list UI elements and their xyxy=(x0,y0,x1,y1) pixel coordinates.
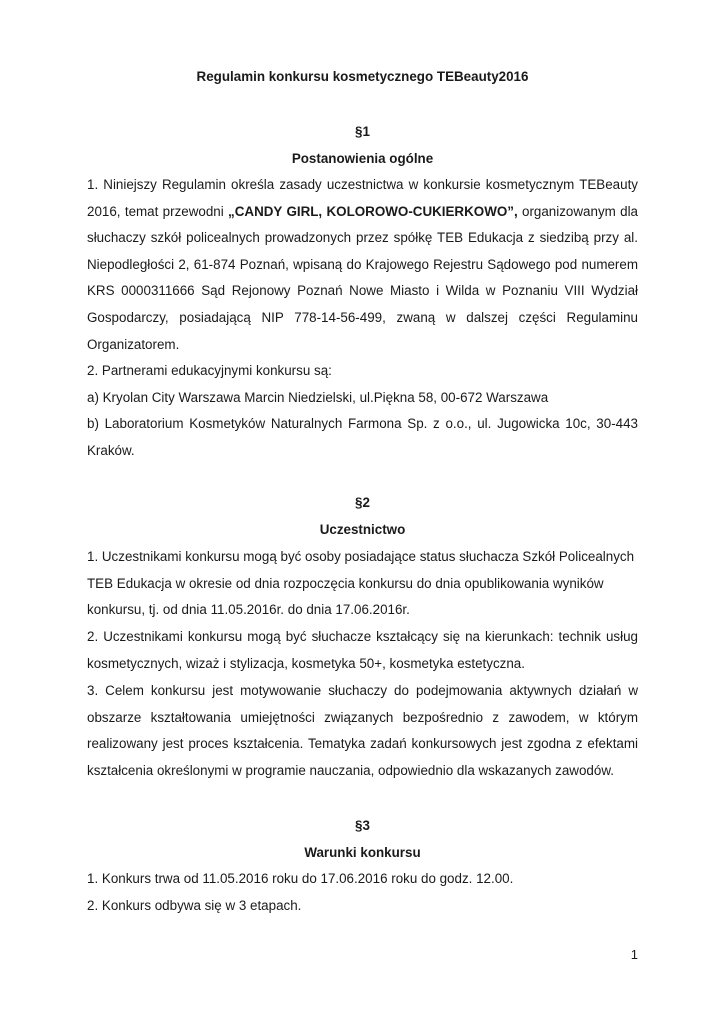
section-1-title: Postanowienia ogólne xyxy=(291,151,434,166)
section-2-paragraph-3: 3. Celem konkursu jest motywowanie słuchaczy do podejmowania aktywnych działań w obszarze kształtowania umiejętności związanych bezpośrednio z zawodem, w którym realizowany jest proces kształcenia. Tematyka zadań konkursowych jest zgodna z efektami kształcenia określonymi w programie nauczania, odpowiednio dla wskazanych zawodów. xyxy=(87,683,638,778)
section-1-paragraph-1 xyxy=(87,172,638,358)
section-1-partner-a: a) Kryolan City Warszawa Marcin Niedzielski, ul.Piękna 58, 00-672 Warszawa xyxy=(87,390,549,405)
section-3-number: §3 xyxy=(355,818,370,833)
section-2-number: §2 xyxy=(355,495,370,510)
section-2-title: Uczestnictwo xyxy=(319,522,406,537)
section-1-paragraph-1-text: 1. Niniejszy Regulamin określa zasady uczestnictwa w konkursie kosmetycznym TEBeauty 2016, temat przewodni xyxy=(87,177,638,219)
section-3-paragraph-1: 1. Konkurs trwa od 11.05.2016 roku do 17.06.2016 roku do godz. 12.00. xyxy=(87,871,514,886)
document-title: Regulamin konkursu kosmetycznego TEBeauty2016 xyxy=(196,69,529,84)
section-1-partner-b: b) Laboratorium Kosmetyków Naturalnych Farmona Sp. z o.o., ul. Jugowicka 10c, 30-443 Kraków. xyxy=(87,416,638,458)
section-1-paragraph-2: 2. Partnerami edukacyjnymi konkursu są: xyxy=(87,363,332,378)
section-2-paragraph-2: 2. Uczestnikami konkursu mogą być słuchacze kształcący się na kierunkach: technik usług kosmetycznych, wizaż i stylizacja, kosmetyka 50+, kosmetyka estetyczna. xyxy=(87,629,638,671)
section-1-theme-name: „CANDY GIRL, KOLOROWO-CUKIERKOWO”, xyxy=(228,203,518,219)
section-3-paragraph-2: 2. Konkurs odbywa się w 3 etapach. xyxy=(87,898,302,913)
section-2-paragraph-1: 1. Uczestnikami konkursu mogą być osoby posiadające status słuchacza Szkół Policealnych TEB Edukacja w okresie od dnia rozpoczęcia konkursu do dnia opublikowania wyników konkursu, tj. od dnia 11.05.2016r. do dnia 17.06.2016r. xyxy=(87,549,635,618)
section-1-paragraph-1-rest: organizowanym dla słuchaczy szkół policealnych prowadzonych przez spółkę TEB Edukacja z siedzibą przy al. Niepodległości 2, 61-874 Poznań, wpisaną do Krajowego Rejestru Sądowego pod numerem KRS 0000311666 Sąd Rejonowy Poznań Nowe Miasto i Wilda w Poznaniu VIII Wydział Gospodarczy, posiadającą NIP 778-14-56-499, zwaną w dalszej części Regulaminu Organizatorem. xyxy=(87,203,638,352)
section-3-title: Warunki konkursu xyxy=(304,845,421,860)
page-number: 1 xyxy=(630,947,638,962)
section-1-number: §1 xyxy=(355,124,370,139)
document-page xyxy=(87,0,638,1024)
